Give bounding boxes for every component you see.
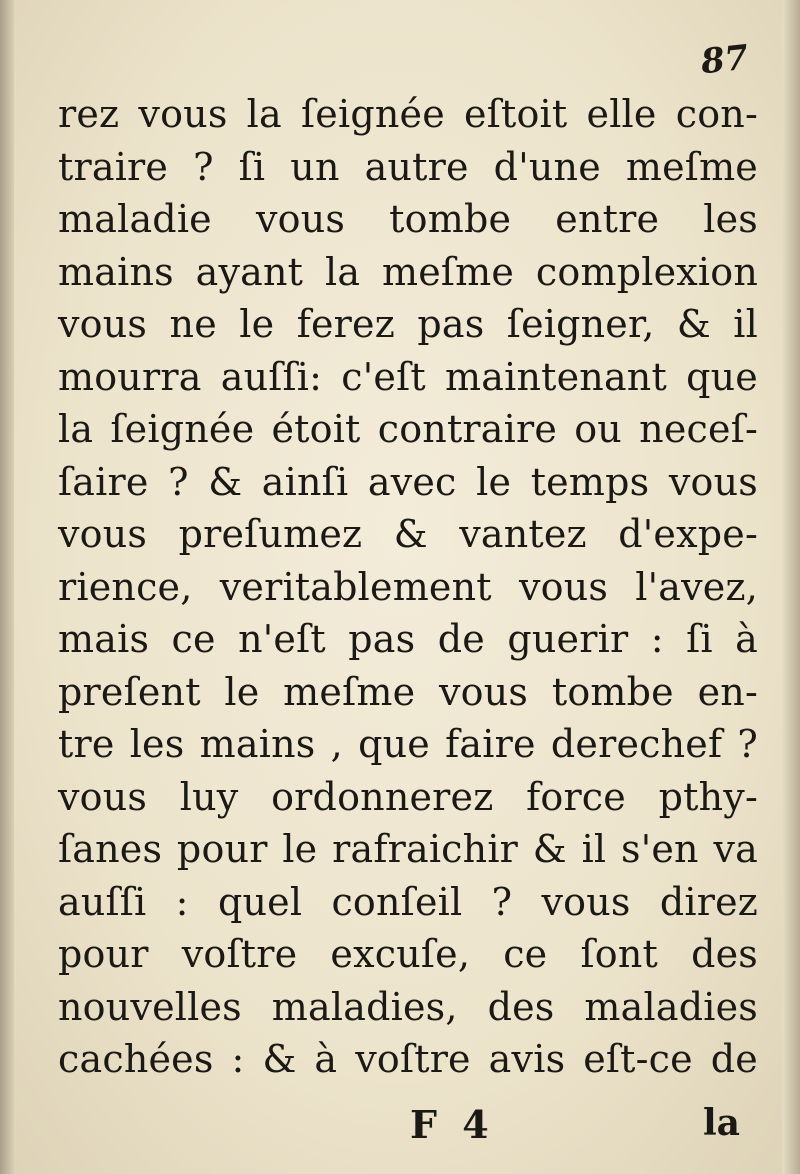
text-line: vous ne le ferez pas ſeigner, & il	[58, 302, 758, 346]
text-line: rience, veritablement vous l'avez,	[58, 564, 758, 609]
text-line: mains ayant la meſme complexion	[58, 249, 758, 294]
text-line: ſaire ? & ainſi avec le temps vous	[58, 459, 758, 504]
page-edge-left	[0, 0, 14, 1174]
text-line: pour voſtre excuſe, ce ſont des	[58, 932, 758, 976]
text-line: rez vous la ſeignée eſtoit elle con-	[58, 92, 758, 136]
page-edge-right	[782, 0, 800, 1174]
text-line: nouvelles maladies, des maladies	[58, 984, 758, 1029]
text-line: mais ce n'eſt pas de guerir : ſi à	[58, 617, 758, 661]
text-line: vous luy ordonnerez force pthy-	[58, 774, 758, 819]
text-line: cachées : & à voſtre avis eſt-ce de	[58, 1037, 758, 1081]
text-line: la ſeignée étoit contraire ou neceſ-	[58, 407, 758, 451]
text-line: preſent le meſme vous tombe en-	[58, 669, 758, 714]
text-line: auſſi : quel conſeil ? vous direz	[58, 879, 758, 924]
catchword: la	[702, 1102, 740, 1144]
text-line: vous preſumez & vantez d'expe-	[58, 512, 758, 556]
signature-mark: F 4	[410, 1102, 495, 1147]
text-line: traire ? ſi un autre d'une meſme	[58, 144, 758, 189]
text-line: ſanes pour le rafraichir & il s'en va	[58, 827, 758, 871]
body-text	[58, 88, 758, 1086]
text-line: tre les mains , que faire derechef ?	[58, 722, 758, 766]
text-line: maladie vous tombe entre les	[58, 197, 758, 241]
text-line: mourra auſſi: c'eſt maintenant que	[58, 354, 758, 399]
page-number: 87	[698, 37, 750, 83]
